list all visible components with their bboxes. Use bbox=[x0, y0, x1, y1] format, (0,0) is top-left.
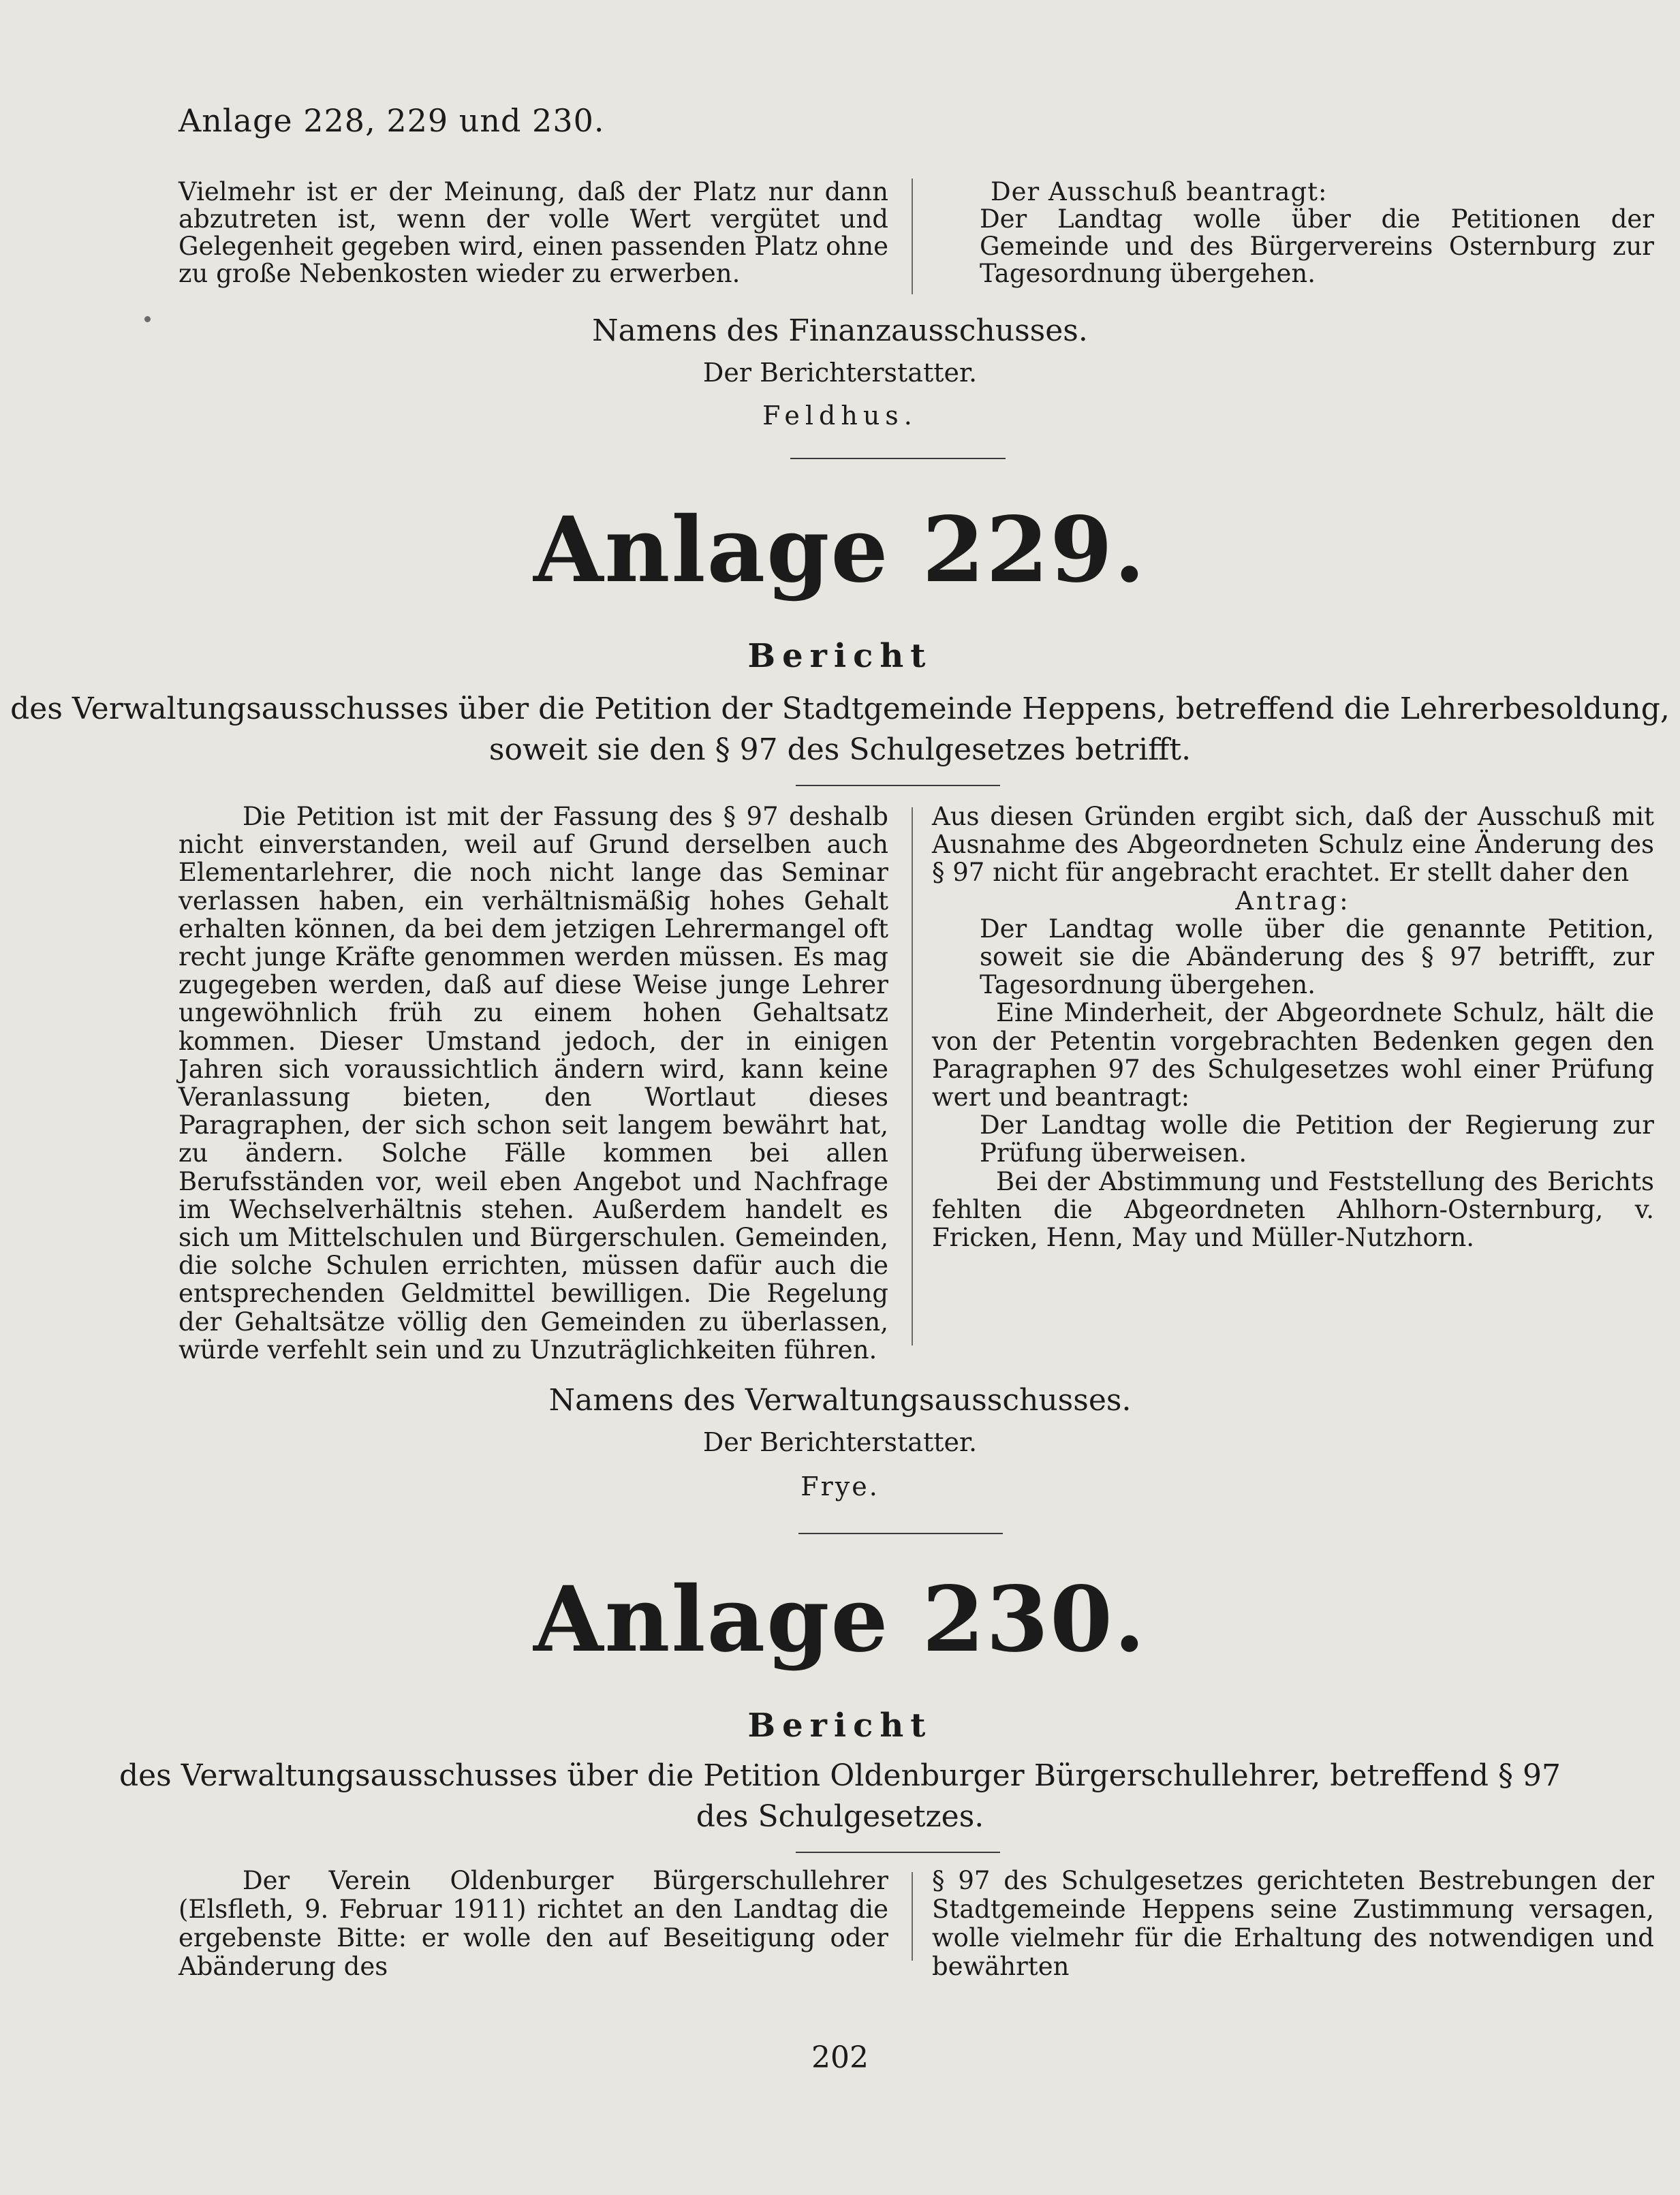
column-divider bbox=[912, 807, 913, 1345]
anlage-229-left-column bbox=[178, 803, 888, 1364]
column-divider bbox=[912, 1872, 913, 1961]
anlage-230-left-paragraph: Der Verein Oldenburger Bürgerschullehrer (Elsfleth, 9. Februar 1911) richtet an den Landtag die ergebenste Bitte: er wolle den auf Beseitigung oder Abänderung des bbox=[178, 1866, 888, 1981]
column-divider bbox=[912, 178, 913, 294]
anlage-230-right-column bbox=[932, 1867, 1654, 1981]
anlage-229-right-paragraph-3: Bei der Abstimmung und Feststellung des Berichts fehlten die Abgeordneten Ahlhorn-Osternburg, v. Fricken, Henn, May und Müller-Nutzhorn. bbox=[932, 1166, 1654, 1253]
anlage-229-antrag-2-text: Der Landtag wolle die Petition der Regierung zur Prüfung überweisen. bbox=[980, 1110, 1654, 1168]
anlage-229-antrag-label: Antrag: bbox=[1235, 886, 1351, 916]
anlage-229-bericht: Bericht bbox=[747, 637, 933, 675]
top-left-column bbox=[178, 178, 888, 287]
anlage-229-subtitle-1: des Verwaltungsausschusses über die Petition der Stadtgemeinde Heppens, betreffend die Lehrerbesoldung, bbox=[10, 691, 1670, 726]
anlage-229-title: Anlage 229. bbox=[533, 497, 1147, 603]
anlage-230-title: Anlage 230. bbox=[533, 1567, 1147, 1672]
anlage-229-right-paragraph-1: Aus diesen Gründen ergibt sich, daß der Ausschuß mit Ausnahme des Abgeordneten Schulz eine Änderung des § 97 nicht für angebracht erachtet. Er stellt daher den bbox=[932, 802, 1654, 888]
anlage-229-right-column bbox=[932, 803, 1654, 1251]
anlage-230-bericht: Bericht bbox=[747, 1707, 933, 1745]
section-rule bbox=[796, 1852, 1000, 1853]
signature-committee: Namens des Finanzausschusses. bbox=[592, 313, 1088, 348]
top-right-column bbox=[932, 178, 1654, 287]
page-number: 202 bbox=[811, 2040, 869, 2075]
anlage-229-subtitle-2: soweit sie den § 97 des Schulgesetzes betrifft. bbox=[488, 732, 1192, 767]
section-rule bbox=[790, 458, 1006, 459]
signature-name: Feldhus. bbox=[762, 401, 918, 431]
running-header: Anlage 228, 229 und 230. bbox=[178, 102, 605, 139]
anlage-230-subtitle-1: des Verwaltungsausschusses über die Petition Oldenburger Bürgerschullehrer, betreffend § 97 bbox=[119, 1758, 1561, 1793]
signature-role: Der Berichterstatter. bbox=[702, 1427, 978, 1457]
anlage-230-right-paragraph: § 97 des Schulgesetzes gerichteten Bestrebungen der Stadtgemeinde Heppens seine Zustimmung versagen, wolle vielmehr für die Erhaltung des notwendigen und bewährten bbox=[932, 1866, 1654, 1981]
signature-committee: Namens des Verwaltungsausschusses. bbox=[548, 1383, 1132, 1418]
anlage-229-antrag-text: Der Landtag wolle über die genannte Petition, soweit sie die Abänderung des § 97 betrifft, zur Tagesordnung übergehen. bbox=[980, 914, 1654, 1000]
anlage-229-left-paragraph: Die Petition ist mit der Fassung des § 97 deshalb nicht einverstanden, weil auf Grund derselben auch Elementarlehrer, die noch nicht lange das Seminar verlassen haben, ein verhältnismäßig hohes Gehalt erhalten können, da bei dem jetzigen Lehrermangel oft recht junge Kräfte genommen werden müssen. Es mag zugegeben werden, daß auf diese Weise junge Lehrer ungewöhnlich früh zu einem hohen Gehaltsatz kommen. Dieser Umstand jedoch, der in einigen Jahren sich voraussichtlich ändern wird, kann keine Veranlassung bieten, den Wortlaut dieses Paragraphen, der sich schon seit langem bewährt hat, zu ändern. Solche Fälle kommen bei allen Berufsständen vor, weil eben Angebot und Nachfrage im Wechselverhältnis stehen. Außerdem handelt es sich um Mittelschulen und Bürgerschulen. Gemeinden, die solche Schulen errichten, müssen dafür auch die entsprechenden Geldmittel bewilligen. Die Regelung der Gehaltsätze völlig den Gemeinden zu überlassen, würde verfehlt sein und zu Unzuträglichkeiten führen. bbox=[178, 802, 888, 1365]
top-right-intro: Der Ausschuß beantragt: bbox=[991, 177, 1328, 206]
anlage-230-subtitle-2: des Schulgesetzes. bbox=[696, 1799, 984, 1834]
top-right-motion: Der Landtag wolle über die Petitionen der Gemeinde und des Bürgervereins Osternburg zur Tagesordnung übergehen. bbox=[980, 204, 1654, 288]
section-rule bbox=[798, 1533, 1003, 1534]
signature-role: Der Berichterstatter. bbox=[702, 358, 978, 388]
section-rule bbox=[796, 785, 1000, 786]
anlage-229-right-paragraph-2: Eine Minderheit, der Abgeordnete Schulz, hält die von der Petentin vorgebrachten Bedenken gegen den Paragraphen 97 des Schulgesetzes wohl einer Prüfung wert und beantragt: bbox=[932, 998, 1654, 1112]
anlage-230-left-column bbox=[178, 1867, 888, 1981]
top-left-paragraph: Vielmehr ist er der Meinung, daß der Platz nur dann abzutreten ist, wenn der volle Wert vergütet und Gelegenheit gegeben wird, einen passenden Platz ohne zu große Nebenkosten wieder zu erwerben. bbox=[178, 177, 888, 288]
signature-name: Frye. bbox=[800, 1472, 880, 1501]
